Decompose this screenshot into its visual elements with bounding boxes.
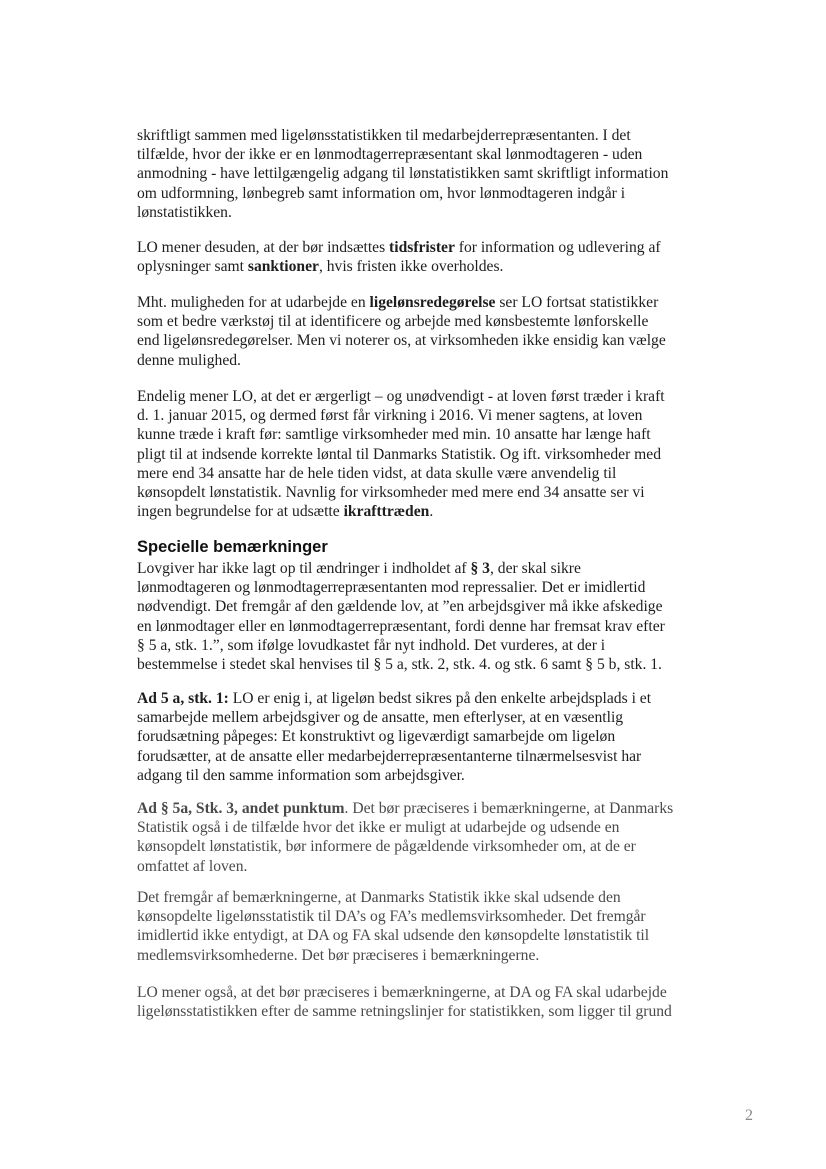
text-line xyxy=(137,617,697,636)
text-run: kunne træde i kraft før: samtlige virksomheder med min. 10 ansatte har længe haft xyxy=(137,426,651,444)
text-line xyxy=(137,708,697,727)
text-run: bestemmelse i stedet skal henvises til § 5 a, stk. 2, stk. 4. og stk. 6 samt § 5 b, stk. 1. xyxy=(137,656,662,674)
bold-text: Ad § 5a, Stk. 3, andet punktum xyxy=(137,800,345,817)
text-run: . xyxy=(429,503,434,521)
text-run: kønsopdelt lønstatistik. Navnlig for virksomheder med mere end 34 ansatte ser vi xyxy=(137,484,645,502)
text-line xyxy=(137,946,697,965)
text-line xyxy=(137,164,697,183)
text-run: ingen begrundelse for at udsætte xyxy=(137,503,344,521)
paragraph-ad-5a-stk-1 xyxy=(137,689,697,785)
text-run: kønsopdelte ligelønsstatistik til DA’s og FA’s medlemsvirksomheder. Det fremgår xyxy=(137,908,646,926)
text-line xyxy=(137,238,697,257)
text-line xyxy=(137,655,697,674)
text-run: ligelønsstatistikken efter de samme retningslinjer for statistikken, som ligger til grund xyxy=(137,1003,672,1021)
text-run: , hvis fristen ikke overholdes. xyxy=(318,258,504,276)
text-line xyxy=(137,597,697,616)
text-run: Mht. muligheden for at udarbejde en xyxy=(137,294,370,311)
text-line xyxy=(137,799,697,818)
text-line xyxy=(137,293,697,312)
text-line xyxy=(137,331,697,350)
text-line xyxy=(137,126,697,145)
text-run: ser LO fortsat statistikker xyxy=(495,294,659,311)
paragraph-information-access xyxy=(137,126,697,222)
text-run: en lønmodtager eller en lønmodtagerrepræsentant, fordi denne har fremsat krav efter xyxy=(137,617,665,635)
text-line xyxy=(137,818,697,837)
text-run: mere end 34 ansatte har de hele tiden vidst, at data skulle være anvendelig til xyxy=(137,464,617,482)
text-line xyxy=(137,926,697,945)
text-line xyxy=(137,888,697,907)
paragraph-ad-5a-stk-3 xyxy=(137,799,697,876)
text-line xyxy=(137,464,697,483)
text-run: LO mener også, at det bør præciseres i bemærkningerne, at DA og FA skal udarbejde xyxy=(137,984,667,1001)
text-run: forudsætning påpeges: Et konstruktivt og ligeværdigt samarbejde om ligeløn xyxy=(137,728,616,746)
text-line xyxy=(137,184,697,203)
text-run: som et bedre værkstøj til at identificere og arbejde med kønsbestemte lønforskelle xyxy=(137,313,649,331)
bold-text: § 3 xyxy=(470,560,490,577)
text-run: kønsopdelt lønstatistik, bør informere de pågældende virksomheder om, at de er xyxy=(137,838,636,856)
text-run: tilfælde, hvor der ikke er en lønmodtagerrepræsentant skal lønmodtageren - uden xyxy=(137,146,643,164)
text-run: skriftligt sammen med ligelønsstatistikken til medarbejderrepræsentanten. I det xyxy=(137,127,631,144)
text-run: § 5 a, stk. 1.”, som ifølge lovudkastet får nyt indhold. Det vurderes, at der i xyxy=(137,636,606,654)
text-line xyxy=(137,983,697,1002)
text-line xyxy=(137,766,697,785)
text-line xyxy=(137,351,697,370)
text-run: d. 1. januar 2015, og dermed først får virkning i 2016. Vi mener sagtens, at loven xyxy=(137,407,643,425)
text-line xyxy=(137,145,697,164)
text-run: pligt til at indsende korrekte løntal til Danmarks Statistik. Og ift. virksomheder med xyxy=(137,445,662,463)
text-run: Lovgiver har ikke lagt op til ændringer i indholdet af xyxy=(137,560,471,577)
text-run: , der skal sikre xyxy=(489,560,581,577)
text-line xyxy=(137,857,697,876)
text-line xyxy=(137,578,697,597)
text-line xyxy=(137,1002,697,1021)
text-line xyxy=(137,483,697,502)
text-run: lønmodtageren og lønmodtagerrepræsentanten mod repressalier. Det er imidlertid xyxy=(137,579,646,597)
paragraph-entry-into-force xyxy=(137,387,697,521)
text-run: LO er enig i, at ligeløn bedst sikres på den enkelte arbejdsplads i et xyxy=(228,690,652,707)
paragraph-section-3 xyxy=(137,559,697,674)
text-line xyxy=(137,747,697,766)
text-run: nødvendigt. Det fremgår af den gældende lov, at ”en arbejdsgiver må ikke afskedige xyxy=(137,598,663,616)
text-run: omfattet af loven. xyxy=(137,857,248,875)
bold-text: sanktioner xyxy=(247,258,319,276)
text-line xyxy=(137,312,697,331)
text-line xyxy=(137,907,697,926)
text-run: . Det bør præciseres i bemærkningerne, at Danmarks xyxy=(344,800,674,817)
text-run: imidlertid ikke entydigt, at DA og FA skal udsende den kønsopdelte lønstatistik til xyxy=(137,927,650,945)
text-run: LO mener desuden, at der bør indsættes xyxy=(137,239,390,256)
text-run: samarbejde mellem arbejdsgiver og de ansatte, men efterlyser, at en væsentlig xyxy=(137,709,624,727)
text-line xyxy=(137,257,697,276)
text-run: Det fremgår af bemærkningerne, at Danmarks Statistik ikke skal udsende den xyxy=(137,889,621,906)
text-run: adgang til den samme information som arbejdsgiver. xyxy=(137,766,465,784)
text-run: forudsætter, at de ansatte eller medarbejderrepræsentanterne tilnærmelsesvist har xyxy=(137,747,642,765)
text-line xyxy=(137,425,697,444)
text-run: anmodning - have lettilgængelig adgang til lønstatistikken samt skriftligt information xyxy=(137,165,669,183)
bold-text: tidsfrister xyxy=(389,239,455,256)
paragraph-guidelines xyxy=(137,983,697,1021)
bold-text: Ad 5 a, stk. 1: xyxy=(137,690,229,707)
text-line xyxy=(137,636,697,655)
text-run: lønstatistikken. xyxy=(137,203,232,221)
text-run: om udformning, lønbegreb samt information om, hvor lønmodtageren indgår i xyxy=(137,184,626,202)
paragraph-equal-pay-report xyxy=(137,293,697,370)
paragraph-statistics-distribution xyxy=(137,888,697,965)
text-line xyxy=(137,689,697,708)
text-line xyxy=(137,837,697,856)
text-run: Endelig mener LO, at det er ærgerligt – og unødvendigt - at loven først træder i kraft xyxy=(137,388,665,405)
text-run: oplysninger samt xyxy=(137,258,248,276)
text-line xyxy=(137,502,697,521)
text-run: medlemsvirksomhederne. Det bør præciseres i bemærkningerne. xyxy=(137,946,540,964)
text-line xyxy=(137,727,697,746)
paragraph-deadlines-sanctions xyxy=(137,238,697,276)
text-run: Statistik også i de tilfælde hvor det ikke er muligt at udarbejde og udsende en xyxy=(137,819,620,837)
text-line xyxy=(137,559,697,578)
text-run: for information og udlevering af xyxy=(454,239,661,256)
text-line xyxy=(137,445,697,464)
text-line xyxy=(137,406,697,425)
page-number: 2 xyxy=(745,1107,753,1124)
section-heading: Specielle bemærkninger xyxy=(137,538,328,556)
text-line xyxy=(137,387,697,406)
bold-text: ikrafttræden xyxy=(343,503,430,521)
text-run: denne mulighed. xyxy=(137,351,241,369)
text-line xyxy=(137,203,697,222)
text-run: end ligelønsredegørelser. Men vi noterer os, at virksomheden ikke ensidig kan vælge xyxy=(137,332,666,350)
bold-text: ligelønsredegørelse xyxy=(369,294,496,311)
